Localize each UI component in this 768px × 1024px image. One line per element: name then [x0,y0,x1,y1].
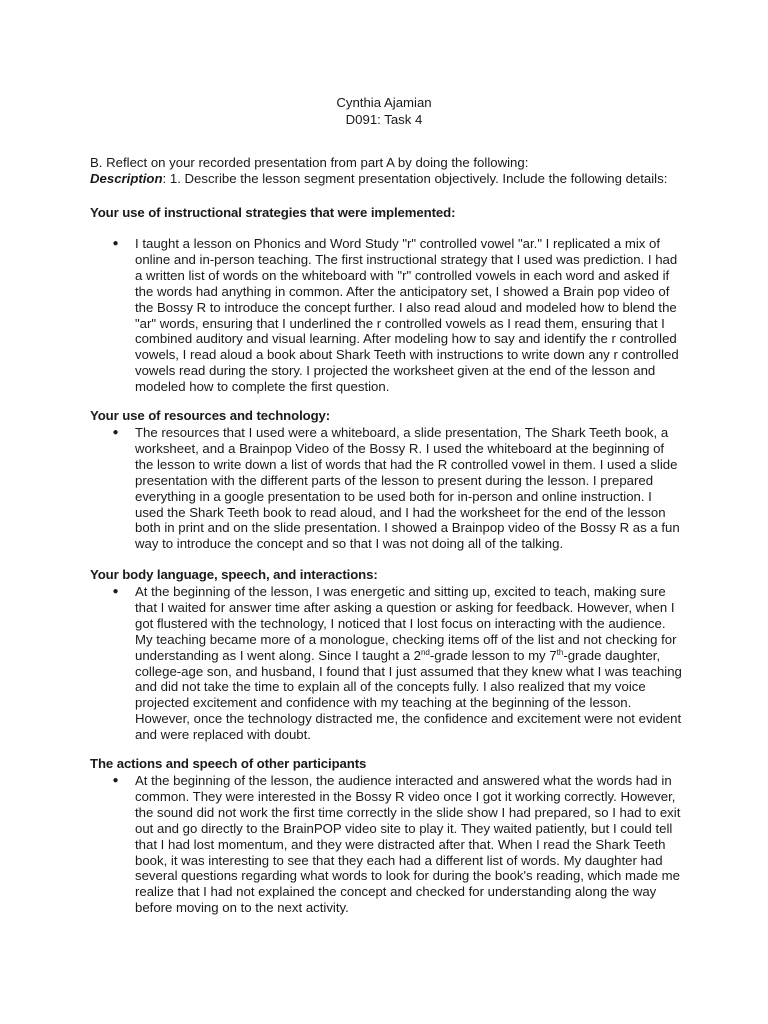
list-item [113,584,683,743]
bullet-text-part: At the beginning of the lesson, I was energetic and sitting up, excited to teach, making sure that I waited for answer time after asking a question or asking for feedback. However, when I got flustered with the technology, I noticed that I lost focus on interacting with the audience. My teaching became more of a monologue, checking items off of the list and not checking for understanding as I went along. Since I taught a 2 [135,584,677,663]
bullet-text [135,584,683,743]
intro-line: B. Reflect on your recorded presentation from part A by doing the following: [90,155,529,170]
author-name: Cynthia Ajamian [336,95,432,110]
superscript: th [556,647,564,657]
section-heading-body-language: Your body language, speech, and interactions: [90,567,378,582]
list-item [113,236,683,395]
description-text: : 1. Describe the lesson segment presentation objectively. Include the following details: [162,170,668,186]
bullet-icon: ● [112,427,119,438]
description-line [90,171,690,187]
description-label: Description [90,170,163,186]
document-header [0,94,768,128]
bullet-text: I taught a lesson on Phonics and Word Study "r" controlled vowel "ar." I replicated a mix of online and in-person teaching. The first instructional strategy that I used was prediction. I had a written list of words on the whiteboard with "r" controlled vowels in each word and asked if the words had anything in common. After the anticipatory set, I showed a Brain pop video of the Bossy R to introduce the concept further. I also read aloud and modeled how to blend the "ar" words, ensuring that I underlined the r controlled vowels as I read them, ensuring that I combined auditory and visual learning. After modeling how to say and identify the r controlled vowels, I read aloud a book about Shark Teeth with instructions to write down any r controlled vowels read during the story. I projected the worksheet given at the end of the lesson and modeled how to complete the first question. [135,236,679,395]
intro-block [90,155,690,187]
list-item [113,425,683,552]
bullet-icon: ● [112,586,119,597]
bullet-icon: ● [112,238,119,249]
section-heading-strategies: Your use of instructional strategies that were implemented: [90,205,456,220]
bullet-text: At the beginning of the lesson, the audience interacted and answered what the words had in common. They were interested in the Bossy R video once I got it working correctly. However, the sound did not work the first time correctly in the slide show I had prepared, so I had to exit out and go directly to the BrainPOP video site to play it. They waited patiently, but I could tell that I had lost momentum, and they were distracted after that. When I read the Shark Teeth book, it was interesting to see that they each had a different list of words. My daughter had several questions regarding what words to look for during the book's reading, which made me realize that I had not explained the concept and checked for understanding along the way before moving on to the next activity. [135,773,681,916]
section-heading-participants: The actions and speech of other participants [90,756,367,771]
bullet-icon: ● [112,775,119,786]
section-heading-resources: Your use of resources and technology: [90,408,331,423]
bullet-text-part: -grade lesson to my 7 [429,647,557,663]
task-title: D091: Task 4 [345,112,423,127]
superscript: nd [420,647,430,657]
bullet-text: The resources that I used were a whiteboard, a slide presentation, The Shark Teeth book, a worksheet, and a Brainpop Video of the Bossy R. I used the whiteboard at the beginning of the lesson to write down a list of words that had the R controlled vowel in them. I used a slide presentation with the different parts of the lesson to present during the lesson. I prepared everything in a google presentation to be used both for in-person and online instruction. I used the Shark Teeth book to read aloud, and I had the worksheet for the end of the lesson both in print and on the slide presentation. I showed a Brainpop video of the Bossy R as a fun way to introduce the concept and so that I was not doing all of the talking. [135,425,680,552]
list-item [113,773,683,916]
bullet-text-part: -grade daughter, college-age son, and husband, I found that I just assumed that they knew what I was teaching and did not take the time to explain all of the concepts fully. I also realized that my voice projected excitement and confidence with my teaching at the beginning of the lesson. However, once the technology distracted me, the confidence and excitement were not evident and were replaced with doubt. [135,647,682,743]
